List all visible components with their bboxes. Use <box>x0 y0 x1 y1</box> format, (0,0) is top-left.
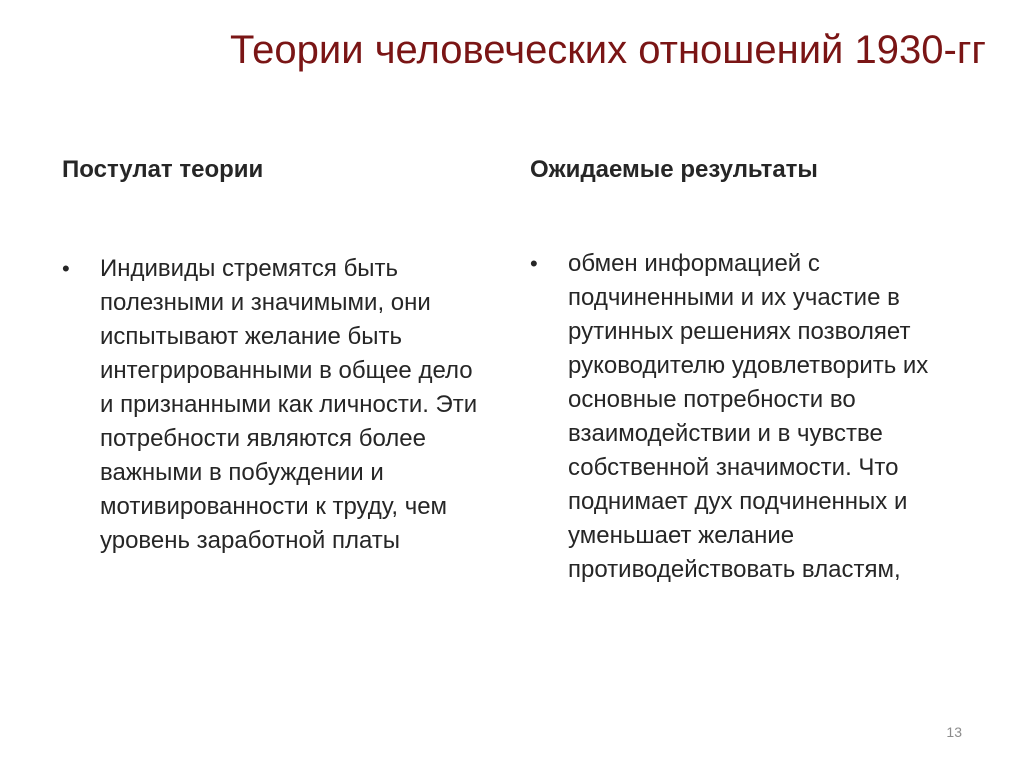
postulate-heading: Постулат теории <box>62 156 264 183</box>
bullet-icon: • <box>62 256 70 281</box>
results-text: обмен информацией с подчиненными и их участие в рутинных решениях позволяет руководителю удовлетворить их основные потребности во взаимодействии и в чувстве собственной значимости. Что поднимает дух подчиненных и уменьшает желание противодействовать властям, <box>568 250 929 583</box>
postulate-list <box>62 252 492 558</box>
postulate-column <box>62 150 492 558</box>
slide-title: Теории человеческих отношений 1930-гг <box>229 28 986 72</box>
list-item <box>530 247 970 587</box>
slide-number: 13 <box>946 724 962 740</box>
postulate-text: Индивиды стремятся быть полезными и значимыми, они испытывают желание быть интегрированными в общее дело и признанными как личности. Эти потребности являются более важными в побуждении и мотивированности к труду, чем уровень заработной платы <box>100 255 478 554</box>
results-list <box>530 247 970 587</box>
results-heading: Ожидаемые результаты <box>530 156 818 183</box>
results-column <box>530 150 970 587</box>
list-item <box>62 252 492 558</box>
bullet-icon: • <box>530 251 538 276</box>
